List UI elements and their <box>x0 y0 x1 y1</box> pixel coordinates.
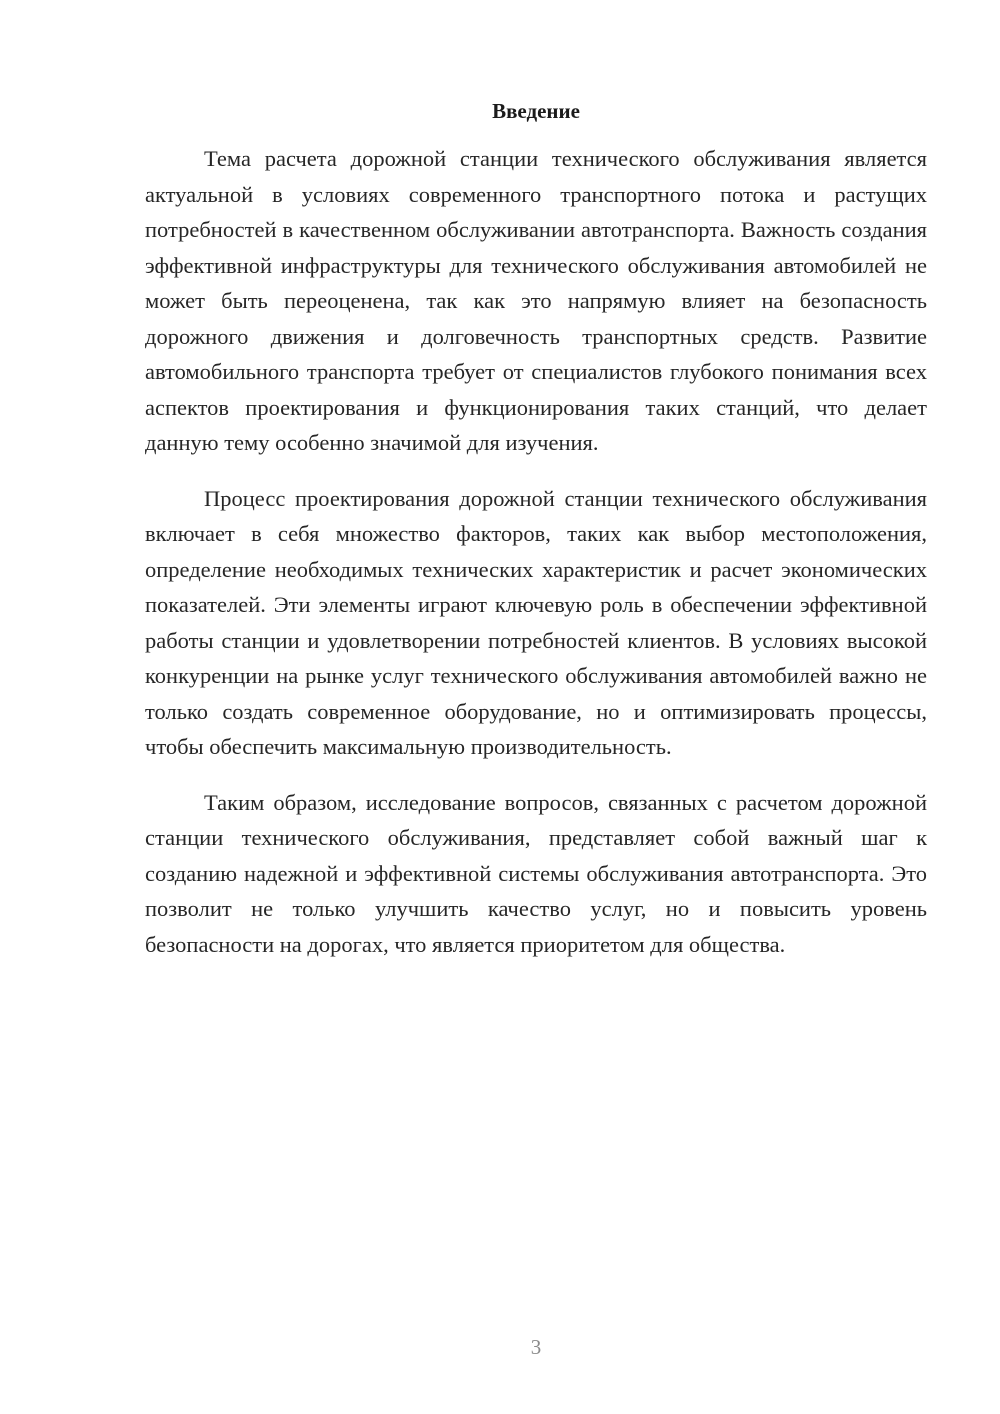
section-heading: Введение <box>492 99 580 123</box>
body-text <box>145 141 927 982</box>
paragraph: Процесс проектирования дорожной станции технического обслуживания включает в себя множество факторов, таких как выбор местоположения, определение необходимых технических характеристик и расчет экономических показателей. Эти элементы играют ключевую роль в обеспечении эффективной работы станции и удовлетворении потребностей клиентов. В условиях высокой конкуренции на рынке услуг технического обслуживания автомобилей важно не только создать современное оборудование, но и оптимизировать процессы, чтобы обеспечить максимальную производительность. <box>145 485 927 759</box>
paragraph: Таким образом, исследование вопросов, связанных с расчетом дорожной станции технического обслуживания, представляет собой важный шаг к созданию надежной и эффективной системы обслуживания автотранспорта. Это позволит не только улучшить качество услуг, но и повысить уровень безопасности на дорогах, что является приоритетом для общества. <box>145 789 927 957</box>
page-number: 3 <box>530 1335 542 1359</box>
paragraph: Тема расчета дорожной станции технического обслуживания является актуальной в условиях современного транспортного потока и растущих потребностей в качественном обслуживании автотранспорта. Важность создания эффективной инфраструктуры для технического обслуживания автомобилей не может быть переоценена, так как это напрямую влияет на безопасность дорожного движения и долговечность транспортных средств. Развитие автомобильного транспорта требует от специалистов глубокого понимания всех аспектов проектирования и функционирования таких станций, что делает данную тему особенно значимой для изучения. <box>145 146 927 455</box>
